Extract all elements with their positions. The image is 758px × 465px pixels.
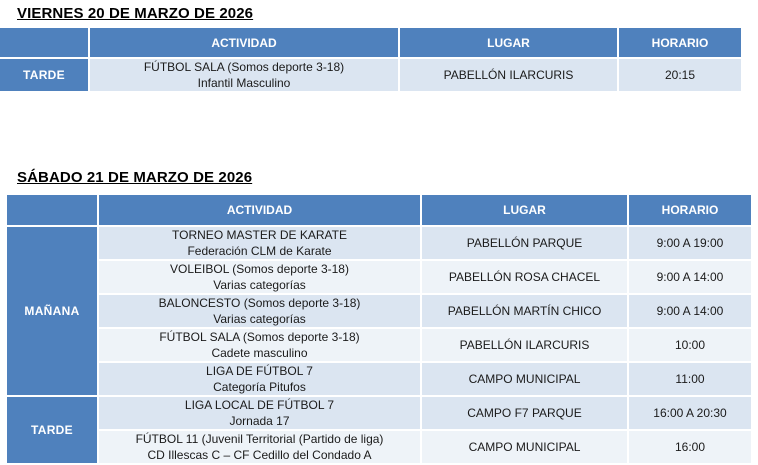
schedule-table-saturday — [7, 195, 751, 465]
header-activity: ACTIVIDAD — [98, 195, 421, 226]
activity-name: FÚTBOL 11 (Juvenil Territorial (Partido de liga) — [135, 432, 384, 446]
table-row — [7, 260, 751, 294]
table-header-row — [7, 195, 751, 226]
table-row — [7, 226, 751, 260]
activity-name: VOLEIBOL (Somos deporte 3-18) — [170, 262, 349, 276]
activity-category: Varias categorías — [213, 312, 306, 326]
time-cell: 9:00 A 14:00 — [628, 294, 751, 328]
activity-category: Jornada 17 — [229, 414, 290, 428]
table-row — [0, 58, 741, 92]
header-activity: ACTIVIDAD — [89, 28, 399, 58]
time-cell: 9:00 A 19:00 — [628, 226, 751, 260]
table-row — [7, 362, 751, 396]
time-cell: 9:00 A 14:00 — [628, 260, 751, 294]
activity-category: Categoría Pitufos — [213, 380, 306, 394]
activity-name: BALONCESTO (Somos deporte 3-18) — [158, 296, 361, 310]
day-title-saturday: SÁBADO 21 DE MARZO DE 2026 — [17, 169, 253, 186]
activity-name: FÚTBOL SALA (Somos deporte 3-18) — [143, 60, 345, 74]
period-label: TARDE — [7, 396, 98, 464]
activity-cell — [98, 294, 421, 328]
activity-name: FÚTBOL SALA (Somos deporte 3-18) — [159, 330, 360, 344]
place-cell: CAMPO MUNICIPAL — [421, 362, 628, 396]
activity-cell — [98, 430, 421, 464]
place-cell: PABELLÓN ROSA CHACEL — [421, 260, 628, 294]
header-place: LUGAR — [421, 195, 628, 226]
activity-name: TORNEO MASTER DE KARATE — [172, 228, 347, 242]
place-cell: PABELLÓN MARTÍN CHICO — [421, 294, 628, 328]
activity-cell — [89, 58, 399, 92]
schedule-table-friday — [0, 28, 741, 93]
time-cell: 10:00 — [628, 328, 751, 362]
time-cell: 11:00 — [628, 362, 751, 396]
header-time: HORARIO — [618, 28, 741, 58]
activity-category: Varias categorías — [213, 278, 306, 292]
place-cell: PABELLÓN ILARCURIS — [421, 328, 628, 362]
activity-category: Cadete masculino — [211, 346, 308, 360]
activity-cell — [98, 362, 421, 396]
table-row — [7, 328, 751, 362]
activity-cell — [98, 226, 421, 260]
activity-category: CD Illescas C – CF Cedillo del Condado A — [147, 448, 372, 462]
activity-cell — [98, 396, 421, 430]
header-corner — [7, 195, 98, 226]
table-header-row — [0, 28, 741, 58]
time-cell: 16:00 A 20:30 — [628, 396, 751, 430]
place-cell: PABELLÓN PARQUE — [421, 226, 628, 260]
header-time: HORARIO — [628, 195, 751, 226]
place-cell: CAMPO F7 PARQUE — [421, 396, 628, 430]
time-cell: 16:00 — [628, 430, 751, 464]
place-cell: CAMPO MUNICIPAL — [421, 430, 628, 464]
activity-category: Infantil Masculino — [197, 76, 291, 90]
activity-name: LIGA LOCAL DE FÚTBOL 7 — [184, 398, 335, 412]
day-title-friday: VIERNES 20 DE MARZO DE 2026 — [17, 5, 254, 22]
period-label: MAÑANA — [7, 226, 98, 396]
table-row — [7, 396, 751, 430]
activity-cell — [98, 260, 421, 294]
period-label: TARDE — [0, 58, 89, 92]
activity-category: Federación CLM de Karate — [187, 244, 332, 258]
table-row — [7, 294, 751, 328]
header-corner — [0, 28, 89, 58]
time-cell: 20:15 — [618, 58, 741, 92]
table-row — [7, 430, 751, 464]
activity-name: LIGA DE FÚTBOL 7 — [206, 364, 313, 378]
activity-cell — [98, 328, 421, 362]
place-cell: PABELLÓN ILARCURIS — [399, 58, 618, 92]
header-place: LUGAR — [399, 28, 618, 58]
